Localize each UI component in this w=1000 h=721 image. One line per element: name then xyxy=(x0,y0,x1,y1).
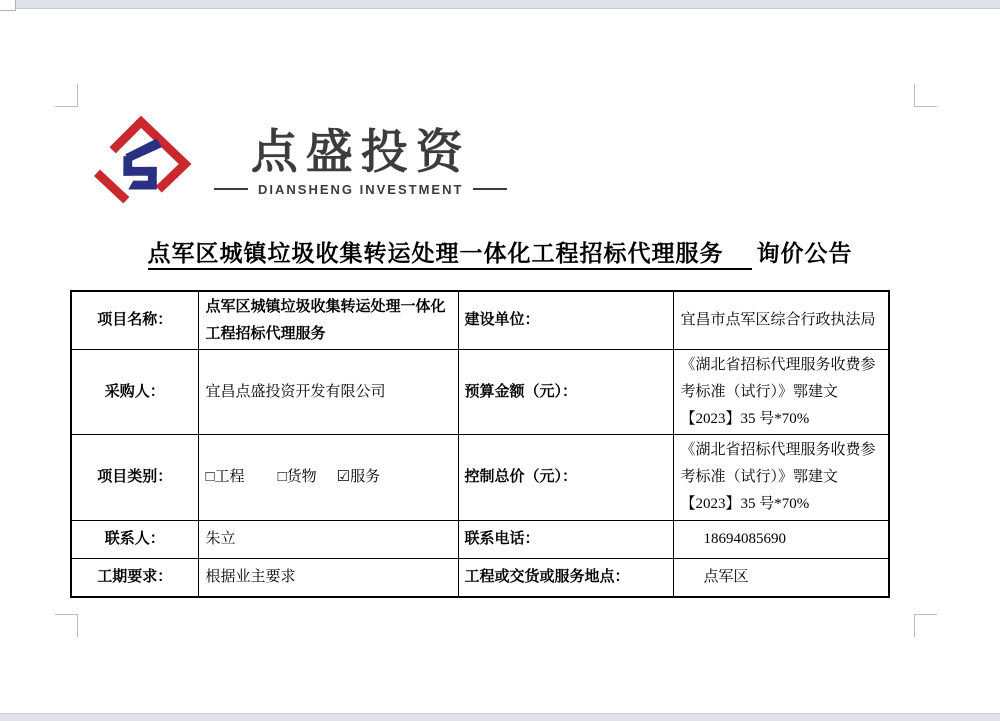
label-service-location: 工程或交货或服务地点： xyxy=(458,558,673,597)
brand-name-cn: 点盛投资 xyxy=(250,125,471,179)
logo-dash-left xyxy=(214,188,248,190)
window-corner-notch xyxy=(0,0,16,11)
value-purchaser: 宜昌点盛投资开发有限公司 xyxy=(198,350,458,435)
margin-crop-mark-bottom-left xyxy=(55,614,78,637)
company-logo xyxy=(84,112,494,212)
label-contact-phone: 联系电话： xyxy=(458,520,673,558)
margin-crop-mark-bottom-right xyxy=(914,614,937,637)
label-project-category: 项目类别： xyxy=(71,435,198,520)
label-control-price: 控制总价（元）： xyxy=(458,435,673,520)
page-title-underlined: 点军区城镇垃圾收集转运处理一体化工程招标代理服务 xyxy=(148,241,752,270)
checkbox-goods: □货物 xyxy=(277,469,317,486)
value-control-price: 《湖北省招标代理服务收费参考标准（试行）》鄂建文【2023】35 号*70% xyxy=(673,435,889,520)
brand-name-en-row xyxy=(214,182,507,197)
table-row xyxy=(71,291,889,350)
label-project-name: 项目名称： xyxy=(71,291,198,350)
checkbox-engineering: □工程 xyxy=(205,469,245,486)
value-budget-amount: 《湖北省招标代理服务收费参考标准（试行）》鄂建文【2023】35 号*70% xyxy=(673,350,889,435)
logo-text-block xyxy=(214,127,507,196)
checkbox-services-checked: ☑服务 xyxy=(336,469,381,486)
page-title xyxy=(0,235,1000,268)
label-construction-unit: 建设单位： xyxy=(458,291,673,350)
logo-dash-right xyxy=(473,188,507,190)
table-row xyxy=(71,435,889,520)
label-schedule-requirement: 工期要求： xyxy=(71,558,198,597)
table-row xyxy=(71,520,889,558)
brand-name-en: DIANSHENG INVESTMENT xyxy=(258,181,464,197)
value-contact-person: 朱立 xyxy=(198,520,458,558)
value-construction-unit: 宜昌市点军区综合行政执法局 xyxy=(673,291,889,350)
value-project-name: 点军区城镇垃圾收集转运处理一体化工程招标代理服务 xyxy=(198,291,458,350)
value-service-location: 点军区 xyxy=(673,558,889,597)
label-contact-person: 联系人： xyxy=(71,520,198,558)
label-budget-amount: 预算金额（元）： xyxy=(458,350,673,435)
table-row xyxy=(71,350,889,435)
margin-crop-mark-top-left xyxy=(55,84,78,107)
label-purchaser: 采购人： xyxy=(71,350,198,435)
window-bottom-edge xyxy=(0,713,1000,721)
project-info-table xyxy=(70,290,890,598)
window-top-edge xyxy=(0,0,1000,9)
margin-crop-mark-top-right xyxy=(914,84,937,107)
value-project-category xyxy=(198,435,458,520)
page-title-suffix: 询价公告 xyxy=(756,241,853,266)
value-contact-phone: 18694085690 xyxy=(673,520,889,558)
value-schedule-requirement: 根据业主要求 xyxy=(198,558,458,597)
table-row xyxy=(71,558,889,597)
diamond-s-logo-icon xyxy=(84,113,202,211)
